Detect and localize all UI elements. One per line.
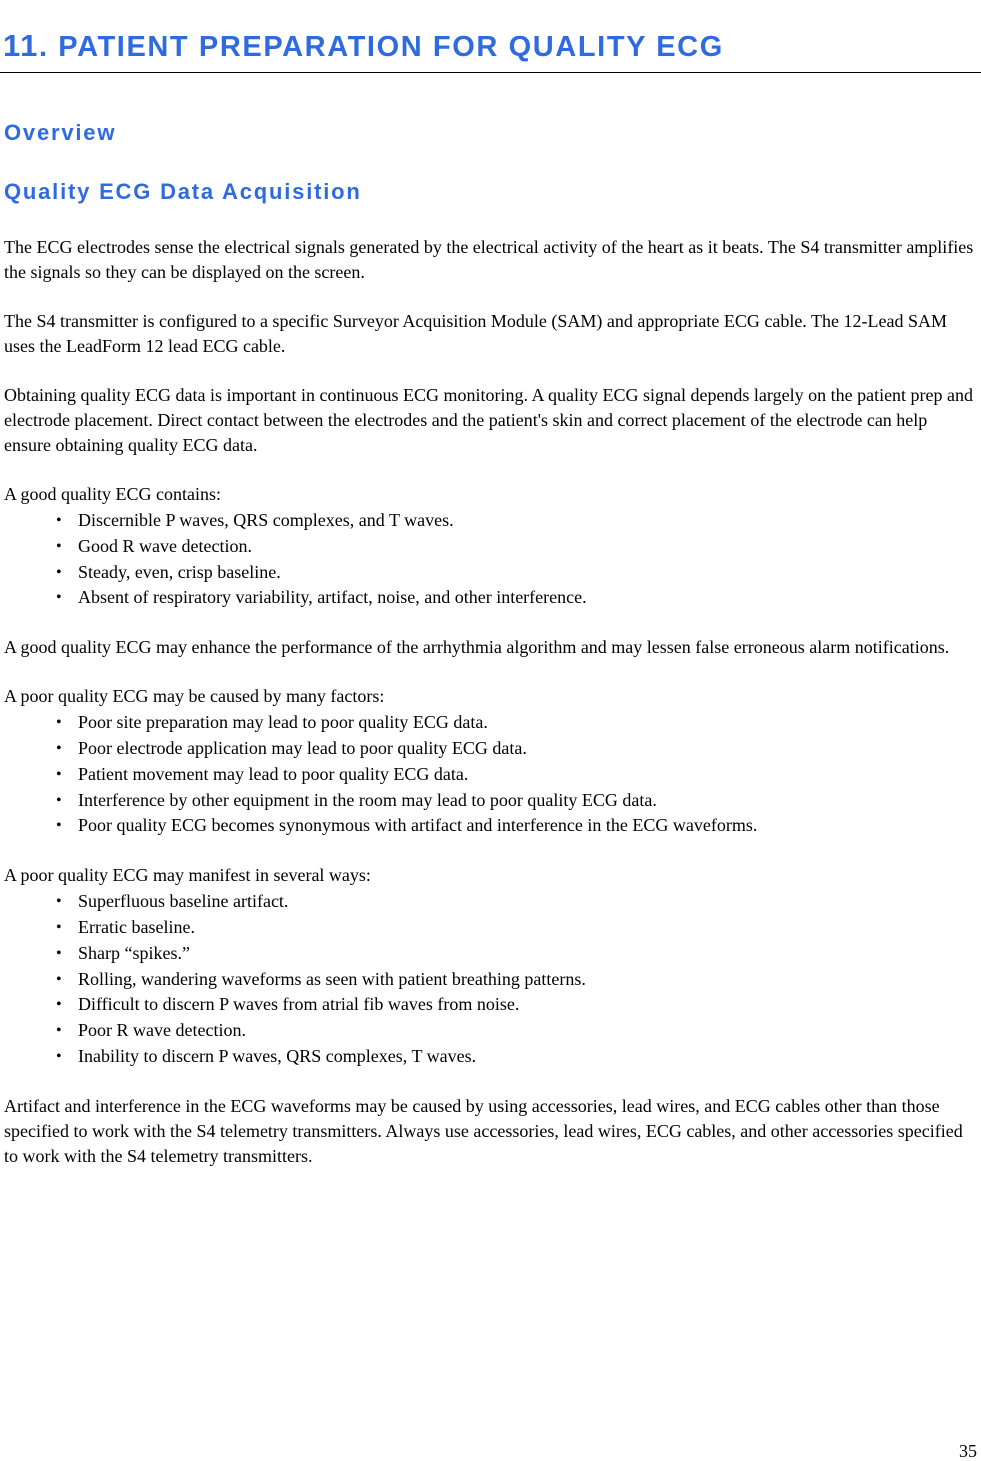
list-item: • Patient movement may lead to poor quality ECG data. (4, 762, 976, 788)
bullet-icon: • (56, 1022, 62, 1040)
poor-quality-causes-intro: A poor quality ECG may be caused by many factors: (4, 686, 385, 707)
good-quality-list (4, 508, 976, 611)
poor-quality-manifest-list (4, 889, 976, 1070)
bullet-icon: • (56, 765, 62, 783)
bullet-icon: • (56, 996, 62, 1014)
bullet-icon: • (56, 714, 62, 732)
title-divider (0, 72, 981, 73)
bullet-icon: • (56, 512, 62, 529)
list-item: • Inability to discern P waves, QRS complexes, T waves. (4, 1044, 976, 1070)
bullet-icon: • (56, 918, 62, 936)
bullet-icon: • (56, 537, 62, 555)
bullet-icon: • (56, 1047, 62, 1065)
list-item: • Interference by other equipment in the room may lead to poor quality ECG data. (4, 788, 976, 814)
body-content (4, 235, 976, 1193)
list-item: • Poor quality ECG becomes synonymous with artifact and interference in the ECG waveforms. (4, 813, 976, 839)
paragraph-good-effect: A good quality ECG may enhance the performance of the arrhythmia algorithm and may lessen false erroneous alarm notifications. (4, 637, 950, 658)
page-number: 35 (959, 1441, 977, 1461)
poor-quality-causes-list (4, 710, 976, 839)
bullet-icon: • (56, 944, 62, 962)
paragraph-closing: Artifact and interference in the ECG waveforms may be caused by using accessories, lead wires, and ECG cables other than those specified to work with the S4 telemetry transmitters. Always use accessories, lead wires, ECG cables, and other accessories specified to work with the S4 telemetry transmitters. (4, 1095, 963, 1166)
list-item: • Superfluous baseline artifact. (4, 889, 976, 915)
bullet-icon: • (56, 893, 62, 911)
list-item: • Poor site preparation may lead to poor quality ECG data. (4, 710, 976, 736)
bullet-icon: • (56, 563, 62, 581)
list-item: • Steady, even, crisp baseline. (4, 560, 976, 586)
list-item: • Absent of respiratory variability, artifact, noise, and other interference. (4, 585, 976, 611)
list-item: • Poor electrode application may lead to poor quality ECG data. (4, 736, 976, 762)
chapter-title (3, 28, 724, 64)
list-item: • Discernible P waves, QRS complexes, and T waves. (4, 508, 976, 534)
paragraph-transmitter: The S4 transmitter is configured to a specific Surveyor Acquisition Module (SAM) and appropriate ECG cable. The 12-Lead SAM uses the LeadForm 12 lead ECG cable. (4, 311, 947, 356)
paragraph-quality-data: Obtaining quality ECG data is important in continuous ECG monitoring. A quality ECG signal depends largely on the patient prep and electrode placement. Direct contact between the electrodes and the patient's skin and correct placement of the electrode can help ensure obtaining quality ECG data. (4, 385, 974, 455)
good-quality-intro: A good quality ECG contains: (4, 484, 221, 504)
list-item: • Poor R wave detection. (4, 1018, 976, 1044)
poor-quality-manifest-intro: A poor quality ECG may manifest in several ways: (4, 865, 371, 886)
chapter-title-text: . PATIENT PREPARATION FOR QUALITY ECG (38, 31, 724, 63)
quality-acquisition-heading: Quality ECG Data Acquisition (4, 179, 362, 204)
list-item: • Difficult to discern P waves from atrial fib waves from noise. (4, 992, 976, 1018)
bullet-icon: • (56, 791, 62, 809)
bullet-icon: • (56, 589, 62, 607)
overview-heading: Overview (4, 120, 117, 145)
chapter-number: 11 (3, 28, 39, 63)
list-item: • Good R wave detection. (4, 534, 976, 560)
bullet-icon: • (56, 817, 62, 835)
paragraph-electrodes: The ECG electrodes sense the electrical signals generated by the electrical activity of the heart as it beats. The S4 transmitter amplifies the signals so they can be displayed on the screen. (4, 237, 974, 282)
list-item: • Sharp “spikes.” (4, 941, 976, 967)
list-item: • Rolling, wandering waveforms as seen with patient breathing patterns. (4, 967, 976, 993)
list-item: • Erratic baseline. (4, 915, 976, 941)
bullet-icon: • (56, 970, 62, 988)
bullet-icon: • (56, 739, 62, 757)
